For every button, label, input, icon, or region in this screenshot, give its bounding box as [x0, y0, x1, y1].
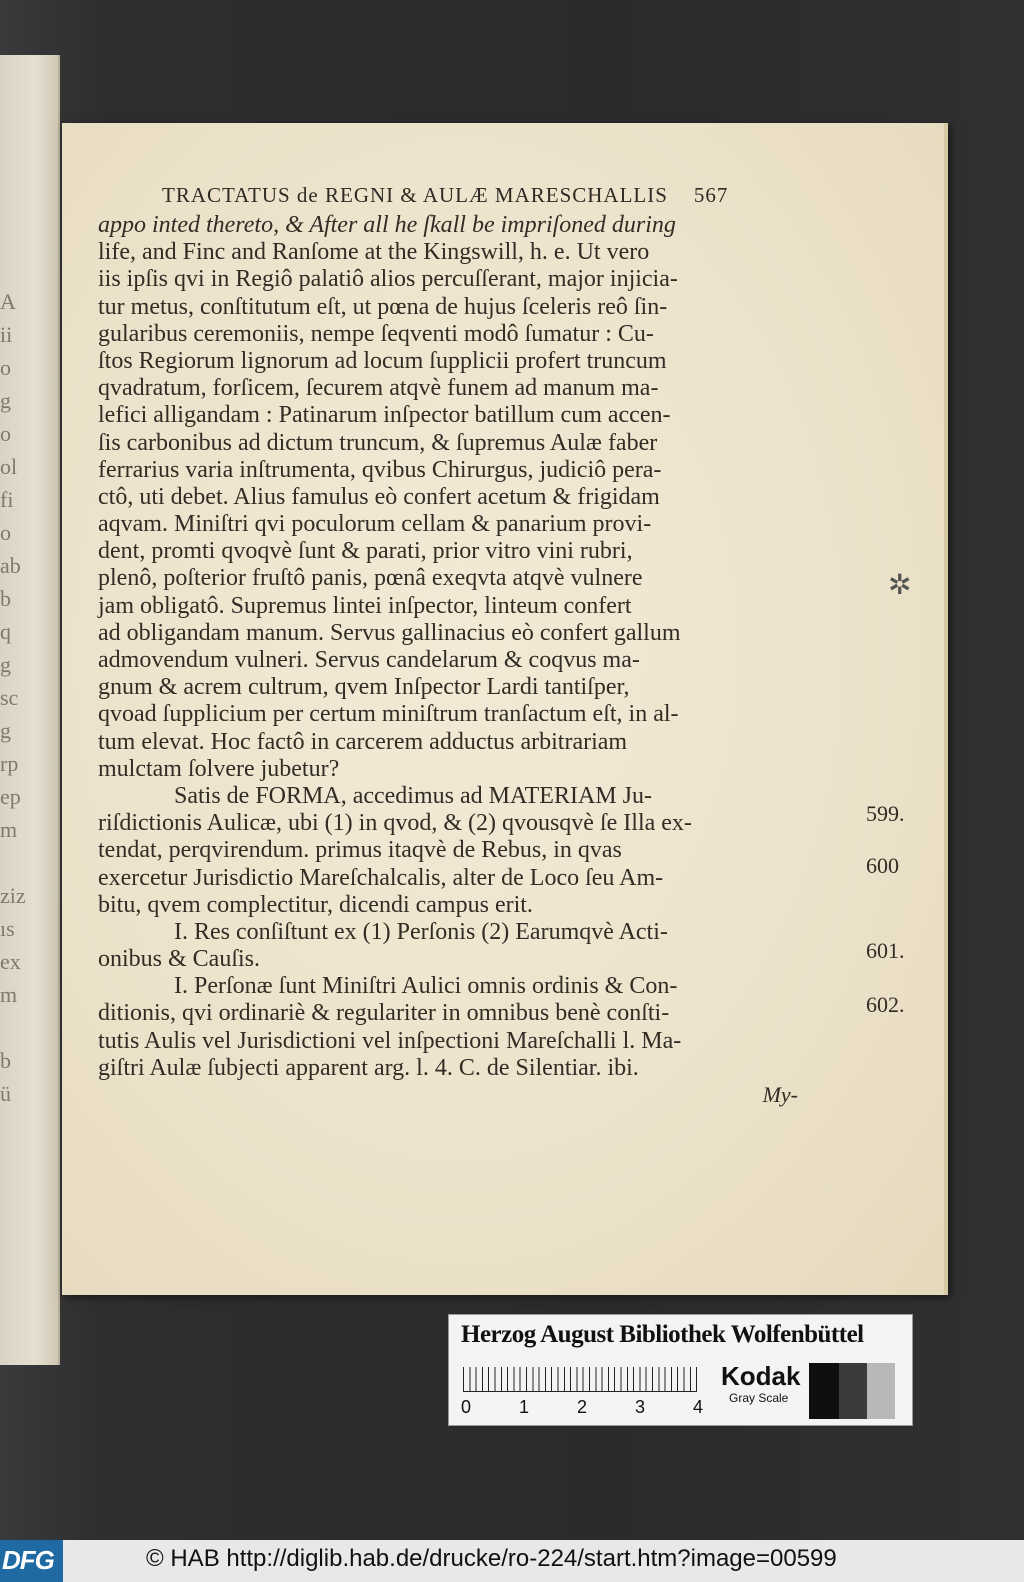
text-line: iis ipſis qvi in Regiô palatiô alios percuſſerant, major injicia-	[98, 266, 678, 293]
text-line: life, and Finc and Ranſome at the Kingswill, h. e. Ut vero	[98, 239, 650, 266]
text-line: tur metus, conſtitutum eſt, ut pœna de hujus ſceleris reô ſin-	[98, 293, 668, 320]
text-line: ſtos Regiorum lignorum ad locum ſupplicii profert truncum	[98, 347, 667, 374]
text-line: I. Res conſiſtunt ex (1) Perſonis (2) Earumqvè Acti-	[174, 918, 668, 945]
margin-number: 602.	[866, 992, 905, 1017]
text-line: Satis de FORMA, accedimus ad MATERIAM Ju-	[174, 782, 652, 809]
text-line: ſis carbonibus ad dictum truncum, & ſupremus Aulæ faber	[98, 429, 658, 456]
ornament-mark: ✲	[888, 570, 912, 601]
text-line: tum elevat. Hoc factô in carcerem adductus arbitrariam	[98, 728, 628, 755]
scale-number: 2	[577, 1397, 588, 1417]
running-head-title: TRACTATUS de REGNI & AULÆ MARESCHALLIS	[162, 183, 668, 207]
text-line: bitu, qvem complectitur, dicendi campus erit.	[98, 891, 533, 918]
footer-bar	[0, 1540, 1024, 1582]
book-page	[62, 123, 948, 1295]
text-line: qvoad ſupplicium per certum miniſtrum tranſactum eſt, in al-	[98, 701, 679, 728]
text-line: tendat, perqvirendum. primus itaqvè de Rebus, in qvas	[98, 837, 622, 864]
gray-swatch-dark	[839, 1363, 867, 1419]
kodak-logo: Kodak	[721, 1361, 801, 1391]
text-line: qvadratum, forſicem, ſecurem atqvè funem ad manum ma-	[98, 375, 659, 402]
text-line: aqvam. Miniſtri qvi poculorum cellam & panarium provi-	[98, 511, 652, 538]
copyright-url[interactable]: © HAB http://diglib.hab.de/drucke/ro-224/start.htm?image=00599	[146, 1545, 837, 1572]
text-line: plenô, poſterior fruſtô panis, pœnâ exeqvta atqvè vulnere	[98, 565, 643, 592]
text-line: ditionis, qvi ordinariè & regulariter in omnibus benè conſti-	[98, 1000, 670, 1027]
margin-number: 601.	[866, 938, 905, 963]
text-line: tutis Aulis vel Jurisdictioni vel inſpectioni Mareſchalli l. Ma-	[98, 1027, 682, 1054]
text-line: ferrarius varia inſtrumenta, qvibus Chirurgus, judiciô pera-	[98, 456, 662, 483]
gray-swatch-light	[867, 1363, 895, 1419]
text-line: gnum & acrem cultrum, qvem Inſpector Lardi tantiſper,	[98, 674, 630, 701]
library-name: Herzog August Bibliothek Wolfenbüttel	[461, 1321, 864, 1348]
text-line: exercetur Jurisdictio Mareſchalcalis, alter de Loco ſeu Am-	[98, 864, 664, 891]
text-line: I. Perſonæ ſunt Miniſtri Aulici omnis ordinis & Con-	[174, 973, 678, 1000]
facing-page-fragments: A ii o g o ol fi o ab b q g sc g rp ep m ziz ıs ex m b ü	[0, 289, 26, 1106]
text-line: dent, promti qvoqvè ſunt & parati, prior vitro vini rubri,	[98, 538, 633, 565]
margin-number: 600	[866, 853, 899, 878]
text-line: mulctam ſolvere jubetur?	[98, 755, 340, 782]
page-text-block	[98, 183, 806, 1109]
text-line: onibus & Cauſis.	[98, 946, 261, 973]
text-line: lefici alligandam : Patinarum inſpector batillum cum accen-	[98, 402, 671, 429]
facing-page-edge	[0, 55, 60, 1365]
text-line: riſdictionis Aulicæ, ubi (1) in qvod, & (2) qvousqvè ſe Illa ex-	[98, 810, 692, 837]
page-number: 567	[693, 183, 729, 207]
scale-ruler	[463, 1367, 697, 1392]
text-line: gularibus ceremoniis, nempe ſeqventi modô ſumatur : Cu-	[98, 320, 654, 347]
scale-number: 3	[635, 1397, 646, 1417]
running-head	[162, 183, 806, 208]
color-target-card	[448, 1314, 913, 1426]
dfg-logo	[0, 1540, 63, 1582]
margin-number: 599.	[866, 801, 905, 826]
gray-scale-label: Gray Scale	[729, 1391, 789, 1405]
text-line: ctô, uti debet. Alius famulus eò confert acetum & frigidam	[98, 483, 660, 510]
text-lines	[98, 212, 806, 1082]
text-line: ad obligandam manum. Servus gallinacius eò confert gallum	[98, 619, 681, 646]
text-line: admovendum vulneri. Servus candelarum & coqvus ma-	[98, 647, 640, 673]
catchword: My-	[762, 1082, 798, 1107]
scale-number: 0	[461, 1397, 472, 1417]
scale-number: 1	[519, 1397, 530, 1417]
text-line: giſtri Aulæ ſubjecti apparent arg. l. 4. C. de Silentiar. ibi.	[98, 1054, 639, 1081]
text-line: appo inted thereto, & After all he ſkall be impriſoned during	[98, 212, 676, 238]
dfg-logo-text: DFG	[2, 1545, 54, 1575]
text-line: jam obligatô. Supremus lintei inſpector, linteum confert	[98, 592, 632, 619]
scale-number: 4	[693, 1397, 704, 1417]
gray-swatch-black	[809, 1363, 839, 1419]
